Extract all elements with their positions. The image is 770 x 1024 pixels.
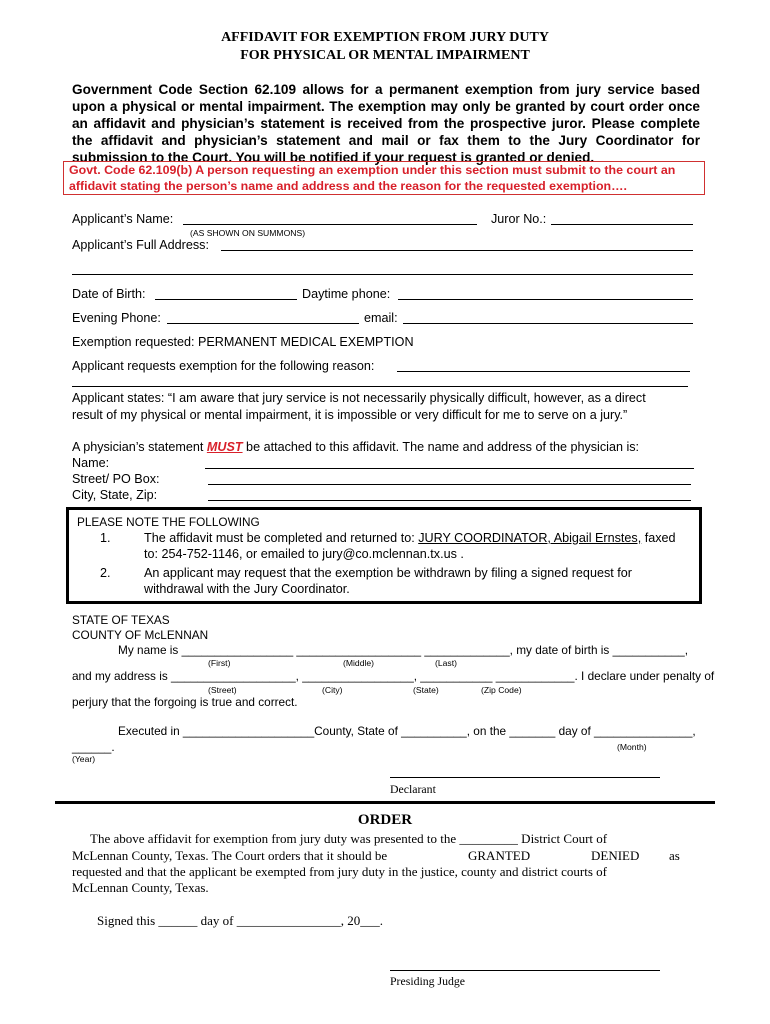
- section-divider: [55, 801, 715, 804]
- oath-address-line: and my address is ___________________, _________________, ___________ ____________. I declare under penalty of: [72, 669, 715, 683]
- juror-no-label: Juror No.:: [491, 212, 547, 226]
- physician-street-label: Street/ PO Box:: [72, 472, 160, 486]
- note-item1-line2: to: 254-752-1146, or emailed to jury@co.mclennan.tx.us .: [144, 547, 464, 561]
- applicant-name-field[interactable]: [183, 224, 477, 225]
- denied-option[interactable]: DENIED: [591, 848, 640, 863]
- applicant-states-line1: Applicant states: “I am aware that jury service is not necessarily physically difficult, however, as a direct: [72, 391, 646, 405]
- dob-text: , my date of birth is ___________,: [509, 643, 689, 657]
- street-caption: (Street): [208, 685, 237, 695]
- oath-name-line: [118, 643, 688, 657]
- please-note-heading: PLEASE NOTE THE FOLLOWING: [77, 515, 260, 529]
- evening-phone-field[interactable]: [167, 323, 359, 324]
- presiding-judge-label: Presiding Judge: [390, 974, 466, 988]
- physician-city-label: City, State, Zip:: [72, 488, 158, 502]
- intro-paragraph: Government Code Section 62.109 allows for a permanent exemption from jury service based upon a physical or mental impairment. The exemption may only be granted by court order once an affidavit and physician’s statement is received from the prospective juror. Please complete the affidavit and physician’s statement and mail or fax them to the Jury Coordinator for submission to the Court. You will be notified if your request is granted or denied.: [72, 82, 700, 165]
- order-line2: McLennan County, Texas. The Court orders that it should be: [72, 848, 388, 863]
- note-item1-text-b: faxed: [641, 531, 676, 545]
- applicant-name-label: Applicant’s Name:: [72, 212, 174, 226]
- physician-city-field[interactable]: [208, 500, 691, 501]
- last-caption: (Last): [435, 658, 457, 668]
- applicant-states-line2: result of my physical or mental impairment, it is impossible or very difficult for me to serve on a jury.”: [72, 408, 628, 422]
- executed-line: Executed in ____________________County, State of __________, on the _______ day of _______________,: [118, 724, 696, 738]
- daytime-phone-field[interactable]: [398, 299, 693, 300]
- reason-field-line2[interactable]: [72, 386, 688, 387]
- full-address-field-line2[interactable]: [72, 274, 693, 275]
- my-name-text: My name is: [118, 643, 182, 657]
- document-title-line1: AFFIDAVIT FOR EXEMPTION FROM JURY DUTY: [221, 30, 549, 45]
- physician-street-field[interactable]: [208, 484, 691, 485]
- granted-option[interactable]: GRANTED: [468, 848, 531, 863]
- physician-name-label: Name:: [72, 456, 110, 470]
- physician-post-text: be attached to this affidavit. The name and address of the physician is:: [242, 440, 640, 454]
- county-of-mclennan: COUNTY OF McLENNAN: [72, 628, 209, 642]
- order-as-word: as: [669, 848, 680, 863]
- note-item1-text-a: The affidavit must be completed and returned to:: [144, 531, 419, 545]
- note-item2-line2: withdrawal with the Jury Coordinator.: [144, 582, 350, 596]
- order-line1: The above affidavit for exemption from jury duty was presented to the _________ District Court of: [90, 831, 608, 846]
- note-item1-number: 1.: [100, 531, 111, 545]
- must-emphasis: MUST: [206, 440, 243, 454]
- zip-caption: (Zip Code): [481, 685, 522, 695]
- name-blanks[interactable]: _________________ ___________________ _____________: [181, 643, 510, 657]
- govt-code-line1: Govt. Code 62.109(b) A person requesting an exemption under this section must submit to the court an: [69, 163, 676, 177]
- document-title-line2: FOR PHYSICAL OR MENTAL IMPAIRMENT: [240, 48, 530, 63]
- order-heading: ORDER: [357, 812, 413, 828]
- perjury-line: perjury that the forgoing is true and correct.: [72, 695, 298, 709]
- first-caption: (First): [208, 658, 231, 668]
- dob-field[interactable]: [155, 299, 297, 300]
- reason-label: Applicant requests exemption for the following reason:: [72, 359, 375, 373]
- note-item1-line1: [144, 531, 676, 545]
- full-address-field[interactable]: [221, 250, 693, 251]
- order-line4: McLennan County, Texas.: [72, 880, 209, 895]
- order-line3: requested and that the applicant be exempted from jury duty in the justice, county and district courts of: [72, 864, 608, 879]
- year-caption: (Year): [72, 754, 96, 764]
- as-shown-on-summons-note: (AS SHOWN ON SUMMONS): [190, 228, 306, 238]
- email-field[interactable]: [403, 323, 693, 324]
- exemption-requested: Exemption requested: PERMANENT MEDICAL EXEMPTION: [72, 335, 414, 349]
- reason-field[interactable]: [397, 371, 690, 372]
- daytime-phone-label: Daytime phone:: [302, 287, 391, 301]
- physician-pre-text: A physician’s statement: [72, 440, 207, 454]
- physician-statement: [72, 440, 639, 454]
- declarant-signature-line[interactable]: [390, 777, 660, 778]
- juror-no-field[interactable]: [551, 224, 693, 225]
- full-address-label: Applicant’s Full Address:: [72, 238, 209, 252]
- evening-phone-label: Evening Phone:: [72, 311, 161, 325]
- city-caption: (City): [322, 685, 343, 695]
- declarant-label: Declarant: [390, 782, 436, 796]
- middle-caption: (Middle): [343, 658, 375, 668]
- jury-coordinator-contact: JURY COORDINATOR, Abigail Ernstes,: [418, 531, 642, 545]
- govt-code-line2: affidavit stating the person’s name and address and the reason for the requested exemption….: [69, 179, 627, 193]
- state-caption: (State): [413, 685, 439, 695]
- physician-name-field[interactable]: [205, 468, 694, 469]
- state-of-texas: STATE OF TEXAS: [72, 613, 170, 627]
- month-caption: (Month): [617, 742, 647, 752]
- signed-line: Signed this ______ day of ________________, 20___.: [97, 913, 383, 928]
- judge-signature-line[interactable]: [390, 970, 660, 971]
- dob-label: Date of Birth:: [72, 287, 146, 301]
- year-blank[interactable]: ______.: [72, 740, 115, 754]
- note-item2-number: 2.: [100, 566, 111, 580]
- note-item2-line1: An applicant may request that the exemption be withdrawn by filing a signed request for: [144, 566, 632, 580]
- email-label: email:: [364, 311, 398, 325]
